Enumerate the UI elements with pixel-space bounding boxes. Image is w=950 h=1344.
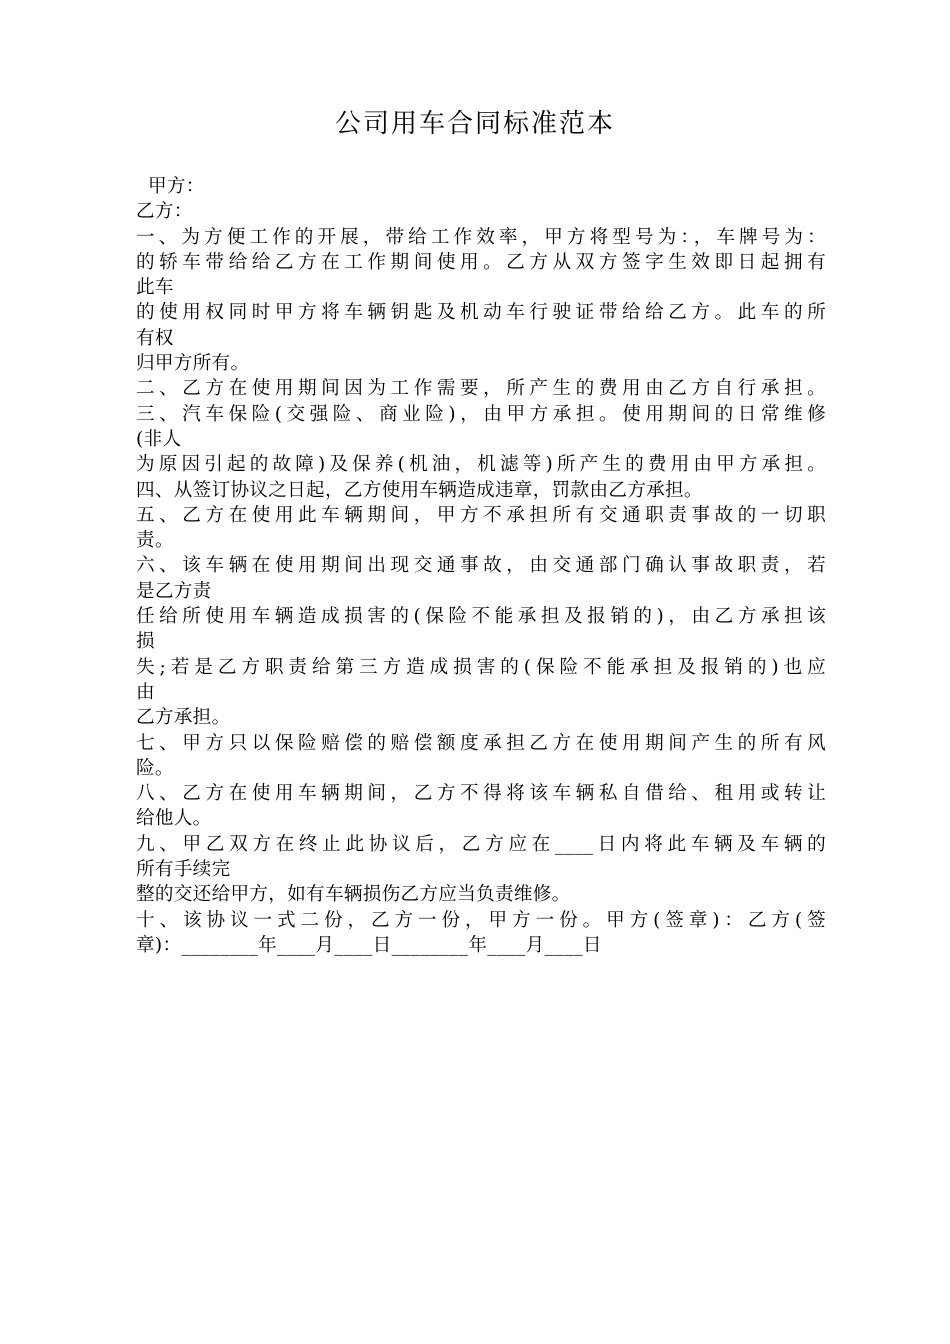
text-line: 三、汽车保险(交强险、商业险)，由甲方承担。使用期间的日常维修 bbox=[136, 403, 826, 425]
text-line: 给他人。 bbox=[136, 808, 212, 830]
text-line: 章)：________年____月____日________年____月____日 bbox=[136, 934, 602, 956]
text-line: 任给所使用车辆造成损害的(保险不能承担及报销的)，由乙方承担该 bbox=[136, 606, 826, 628]
text-line: 二、乙方在使用期间因为工作需要，所产生的费用由乙方自行承担。 bbox=[136, 378, 826, 400]
text-line: 由 bbox=[136, 681, 155, 703]
text-line: (非人 bbox=[136, 428, 182, 450]
text-line: 有权 bbox=[136, 327, 174, 349]
text-line: 的轿车带给给乙方在工作期间使用。乙方从双方签字生效即日起拥有 bbox=[136, 251, 826, 273]
text-line: 六、该车辆在使用期间出现交通事故，由交通部门确认事故职责，若 bbox=[136, 555, 826, 577]
text-line: 一、为方便工作的开展，带给工作效率，甲方将型号为：，车牌号为： bbox=[136, 226, 826, 248]
text-line: 五、乙方在使用此车辆期间，甲方不承担所有交通职责事故的一切职 bbox=[136, 504, 826, 526]
document-title: 公司用车合同标准范本 bbox=[334, 109, 615, 139]
text-line: 的使用权同时甲方将车辆钥匙及机动车行驶证带给给乙方。此车的所 bbox=[136, 302, 826, 324]
text-line: 归甲方所有。 bbox=[136, 353, 250, 375]
text-line: 九、甲乙双方在终止此协议后，乙方应在____日内将此车辆及车辆的 bbox=[136, 833, 826, 855]
text-line: 此车 bbox=[136, 277, 174, 299]
text-line: 整的交还给甲方，如有车辆损伤乙方应当负责维修。 bbox=[136, 884, 571, 906]
text-line: 所有手续完 bbox=[136, 859, 231, 881]
text-line: 险。 bbox=[136, 757, 174, 779]
text-line: 十、该协议一式二份，乙方一份，甲方一份。甲方(签章)：乙方(签 bbox=[136, 909, 826, 931]
text-line: 乙方： bbox=[136, 201, 193, 223]
text-line: 责。 bbox=[136, 530, 174, 552]
text-line: 为原因引起的故障)及保养(机油，机滤等)所产生的费用由甲方承担。 bbox=[136, 454, 826, 476]
text-line: 损 bbox=[136, 631, 155, 653]
contract-body bbox=[136, 174, 826, 958]
text-line: 失;若是乙方职责给第三方造成损害的(保险不能承担及报销的)也应 bbox=[136, 656, 826, 678]
text-line: 是乙方责 bbox=[136, 580, 212, 602]
text-line: 甲方： bbox=[148, 176, 205, 197]
text-line: 八、乙方在使用车辆期间，乙方不得将该车辆私自借给、租用或转让 bbox=[136, 783, 826, 805]
text-line: 四、从签订协议之日起，乙方使用车辆造成违章，罚款由乙方承担。 bbox=[136, 479, 703, 501]
text-line: 乙方承担。 bbox=[136, 707, 231, 729]
text-line: 七、甲方只以保险赔偿的赔偿额度承担乙方在使用期间产生的所有风 bbox=[136, 732, 826, 754]
